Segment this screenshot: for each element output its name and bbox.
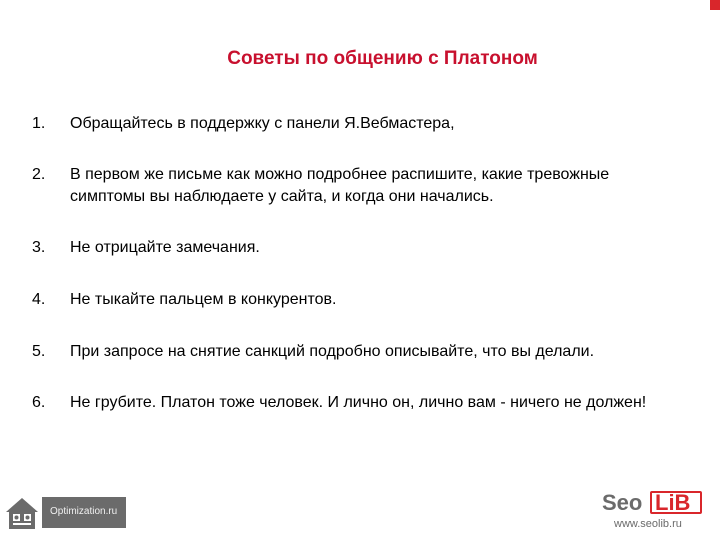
item-number: 3. (32, 239, 46, 256)
item-number: 2. (32, 166, 46, 183)
item-text: В первом же письме как можно подробнее распишите, какие тревожные симптомы вы наблюдаете у сайта, и когда они начались. (70, 166, 610, 205)
item-text: При запросе на снятие санкций подробно описывайте, что вы делали. (70, 343, 595, 360)
optimization-bar (42, 497, 126, 528)
item-text: Не тыкайте пальцем в конкурентов. (70, 291, 337, 308)
seolib-lib-box (650, 491, 702, 514)
item-number: 5. (32, 343, 46, 360)
corner-accent (710, 0, 720, 10)
item-text: Не грубите. Платон тоже человек. И лично он, лично вам - ничего не должен! (70, 394, 647, 411)
optimization-logo[interactable] (0, 492, 126, 532)
seolib-url[interactable]: www.seolib.ru (614, 518, 682, 530)
seolib-seo-text: Seo (602, 490, 643, 515)
item-number: 6. (32, 394, 46, 411)
slide-title: Советы по общению с Платоном (227, 48, 538, 69)
optimization-text: Optimization.ru (50, 506, 118, 517)
item-number: 4. (32, 291, 46, 308)
item-text: Обращайтесь в поддержку с панели Я.Вебмастера, (70, 115, 455, 132)
item-text: Не отрицайте замечания. (70, 239, 260, 256)
seolib-logo[interactable] (598, 488, 708, 518)
house-icon (2, 492, 42, 532)
item-number: 1. (32, 115, 46, 132)
seolib-lib-text: LiB (655, 490, 691, 515)
